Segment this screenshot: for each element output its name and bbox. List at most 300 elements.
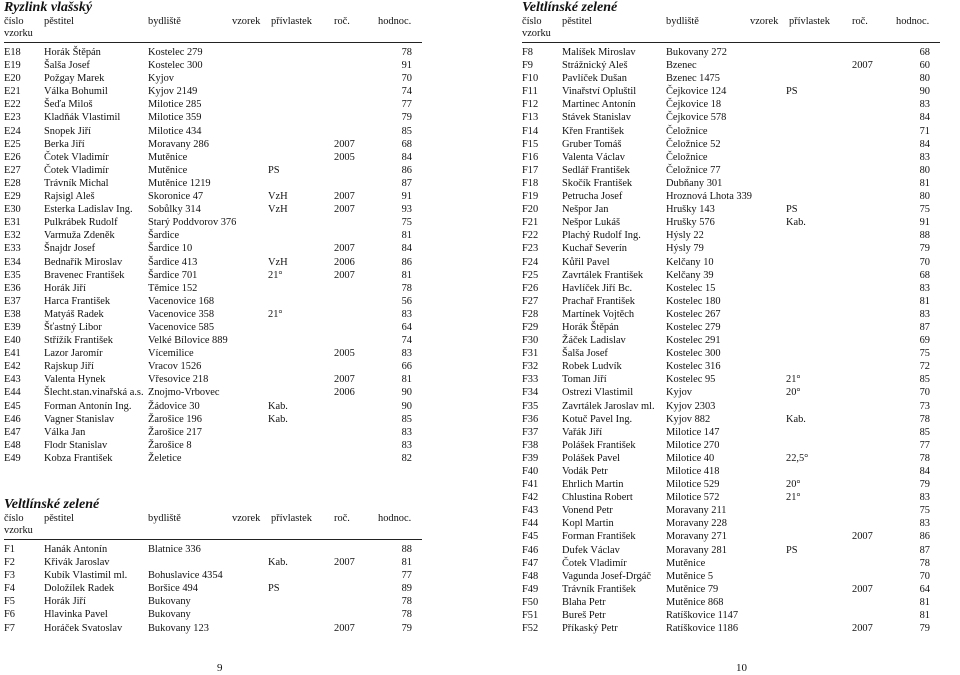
table-row	[4, 582, 422, 595]
score: 64	[919, 583, 930, 595]
sample-number: F30	[522, 335, 539, 347]
grower-name: Plachý Rudolf Ing.	[562, 230, 641, 242]
grower-name: Blaha Petr	[562, 596, 606, 608]
score: 83	[919, 151, 930, 163]
header-residence: bydliště	[148, 16, 181, 27]
section-title: Veltlínské zelené	[4, 497, 100, 512]
table-row	[522, 544, 940, 557]
residence: Žarošice 196	[148, 413, 202, 425]
page-number: 9	[217, 662, 223, 674]
residence: Čeložnice 77	[666, 164, 721, 176]
vintage-year: 2005	[334, 151, 355, 163]
residence: Kelčany 39	[666, 269, 714, 281]
grower-name: Horák Štěpán	[44, 47, 101, 58]
table-row	[522, 465, 940, 478]
vintage-year: 2007	[852, 583, 873, 595]
score: 70	[401, 73, 412, 85]
grower-name: Kubík Vlastimil ml.	[44, 570, 128, 582]
grower-name: Rajskup Jiří	[44, 361, 94, 373]
grower-name: Martínek Vojtěch	[562, 308, 635, 320]
header-sample: vzorek	[232, 513, 261, 524]
sample-number: E38	[4, 308, 21, 320]
table-row	[522, 216, 940, 229]
score: 81	[919, 596, 930, 608]
right-page	[522, 0, 940, 635]
table-row	[522, 347, 940, 360]
grower-name: Doložílek Radek	[44, 583, 115, 595]
attribute: 21°	[268, 269, 283, 281]
header-grower: pěstitel	[44, 513, 75, 524]
grower-name: Šťastný Libor	[44, 321, 102, 333]
residence: Těmice 152	[148, 282, 198, 294]
score: 88	[401, 544, 412, 555]
attribute: 20°	[786, 479, 801, 491]
residence: Bukovany 272	[666, 47, 727, 58]
score: 66	[401, 361, 412, 373]
residence: Vřesovice 218	[148, 374, 209, 386]
vintage-year: 2007	[334, 138, 355, 150]
score: 83	[401, 348, 412, 360]
sample-number: F16	[522, 151, 539, 163]
score: 77	[919, 439, 930, 451]
score: 89	[401, 583, 412, 595]
sample-number: E37	[4, 295, 21, 307]
header-note: přívlastek	[789, 16, 830, 27]
attribute: Kab.	[786, 217, 806, 229]
attribute: PS	[268, 583, 280, 595]
table-row	[4, 177, 422, 190]
score: 69	[919, 335, 930, 347]
score: 81	[401, 557, 412, 569]
table-row	[4, 543, 422, 556]
residence: Starý Poddvorov 376	[148, 217, 237, 229]
sample-number: E42	[4, 361, 21, 373]
score: 83	[919, 308, 930, 320]
sample-number: E45	[4, 400, 21, 412]
score: 68	[919, 269, 930, 281]
table-row	[4, 452, 422, 465]
residence: Kostelec 267	[666, 308, 721, 320]
table-row	[4, 46, 422, 59]
score: 88	[919, 230, 930, 242]
residence: Blatnice 336	[148, 544, 201, 555]
score: 79	[919, 479, 930, 491]
table-row	[4, 321, 422, 334]
table-row	[4, 164, 422, 177]
table-row	[522, 295, 940, 308]
table-row	[4, 426, 422, 439]
section-title: Veltlínské zelené	[522, 0, 618, 15]
sample-number: F41	[522, 479, 539, 491]
residence: Mutěnice 5	[666, 570, 714, 582]
grower-name: Střížík František	[44, 335, 113, 347]
score: 73	[919, 400, 930, 412]
sample-number: F5	[4, 596, 15, 608]
score: 84	[401, 151, 412, 163]
attribute: Kab.	[268, 400, 288, 412]
score: 81	[919, 295, 930, 307]
attribute: 21°	[786, 492, 801, 504]
grower-name: Kobza František	[44, 452, 113, 464]
score: 91	[919, 217, 930, 229]
grower-name: Vagunda Josef-Drgáč	[562, 570, 651, 582]
header-residence: bydliště	[666, 16, 699, 27]
grower-name: Válka Bohumil	[44, 86, 108, 98]
table-body	[522, 46, 940, 635]
header-rule	[4, 42, 422, 43]
residence: Vacenovice 585	[148, 321, 215, 333]
residence: Mutěnice 79	[666, 583, 719, 595]
score: 78	[401, 282, 412, 294]
vintage-year: 2007	[334, 622, 355, 634]
sample-number: F20	[522, 204, 539, 216]
table-header	[4, 512, 422, 525]
grower-name: Zavrtálek František	[562, 269, 644, 281]
sample-number: F8	[522, 47, 533, 58]
grower-name: Hanák Antonín	[44, 544, 108, 555]
sample-number: F27	[522, 295, 539, 307]
page-number: 10	[736, 662, 747, 674]
grower-name: Matyáš Radek	[44, 308, 104, 320]
vintage-year: 2007	[334, 204, 355, 216]
grower-name: Valenta Hynek	[44, 374, 106, 386]
residence: Mutěnice	[666, 557, 706, 569]
table-row	[522, 491, 940, 504]
residence: Mutěnice	[148, 151, 188, 163]
score: 78	[401, 596, 412, 608]
sample-number: F14	[522, 125, 539, 137]
grower-name: Hlavinka Pavel	[44, 609, 108, 621]
sample-number: F29	[522, 321, 539, 333]
table-row	[522, 360, 940, 373]
score: 78	[401, 609, 412, 621]
score: 70	[919, 256, 930, 268]
sample-number: F11	[522, 86, 538, 98]
table-row	[522, 386, 940, 399]
score: 87	[919, 544, 930, 556]
score: 68	[919, 47, 930, 58]
table-row	[4, 608, 422, 621]
sample-number: F31	[522, 348, 539, 360]
table-row	[4, 413, 422, 426]
grower-name: Lazor Jaromír	[44, 348, 103, 360]
table-row	[522, 98, 940, 111]
vintage-year: 2006	[334, 387, 355, 399]
attribute: PS	[786, 204, 798, 216]
header-num: číslo	[4, 513, 24, 524]
grower-name: Žáček Ladislav	[562, 335, 626, 347]
sample-number: F25	[522, 269, 539, 281]
sample-number: E23	[4, 112, 21, 124]
residence: Milotice 40	[666, 452, 715, 464]
grower-name: Petrucha Josef	[562, 191, 623, 203]
grower-name: Forman František	[562, 531, 636, 543]
table-row	[522, 282, 940, 295]
residence: Kyjov 2149	[148, 86, 198, 98]
residence: Šardice	[148, 230, 180, 242]
table-row	[4, 622, 422, 635]
residence: Vícemilice	[148, 348, 194, 360]
grower-name: Prachař František	[562, 295, 635, 307]
table-header	[4, 15, 422, 28]
score: 84	[919, 138, 930, 150]
sample-number: F39	[522, 452, 539, 464]
grower-name: Šeďa Miloš	[44, 99, 93, 111]
table-row	[4, 386, 422, 399]
grower-name: Bravenec František	[44, 269, 125, 281]
score: 82	[401, 452, 412, 464]
residence: Kostelec 279	[148, 47, 203, 58]
sample-number: E35	[4, 269, 21, 281]
attribute: Kab.	[786, 413, 806, 425]
sample-number: E30	[4, 204, 21, 216]
vintage-year: 2007	[334, 374, 355, 386]
residence: Milotice 270	[666, 439, 720, 451]
score: 70	[919, 387, 930, 399]
residence: Čejkovice 578	[666, 112, 727, 124]
grower-name: Forman Antonín Ing.	[44, 400, 132, 412]
score: 75	[919, 204, 930, 216]
header-num: číslo	[4, 16, 24, 27]
residence: Dubňany 301	[666, 177, 723, 189]
vintage-year: 2005	[334, 348, 355, 360]
attribute: VzH	[268, 204, 288, 216]
table-row	[4, 334, 422, 347]
residence: Čeložnice 52	[666, 138, 721, 150]
table-row	[522, 504, 940, 517]
score: 90	[401, 400, 412, 412]
table-row	[522, 530, 940, 543]
residence: Bzenec	[666, 60, 697, 72]
sample-number: F21	[522, 217, 539, 229]
residence: Kostelec 15	[666, 282, 716, 294]
table-row	[522, 583, 940, 596]
score: 81	[919, 177, 930, 189]
score: 87	[919, 321, 930, 333]
sample-number: F9	[522, 60, 533, 72]
grower-name: Bureš Petr	[562, 610, 606, 622]
table-row	[4, 256, 422, 269]
table-row	[4, 242, 422, 255]
grower-name: Příkaský Petr	[562, 623, 618, 635]
grower-name: Křivák Jaroslav	[44, 557, 110, 569]
grower-name: Vodák Petr	[562, 466, 608, 477]
sample-number: F35	[522, 400, 539, 412]
score: 64	[401, 321, 412, 333]
table-row	[4, 439, 422, 452]
sample-number: F49	[522, 583, 539, 595]
sample-number: E44	[4, 387, 21, 399]
grower-name: Polášek Pavel	[562, 452, 621, 464]
sample-number: F10	[522, 73, 539, 85]
grower-name: Harca František	[44, 295, 111, 307]
score: 84	[919, 112, 930, 124]
grower-name: Polášek František	[562, 439, 636, 451]
sample-number: E21	[4, 86, 21, 98]
table-row	[4, 373, 422, 386]
residence: Mutěnice	[148, 164, 188, 176]
score: 93	[401, 204, 412, 216]
grower-name: Nešpor Jan	[562, 204, 609, 216]
score: 91	[401, 191, 412, 203]
table-row	[522, 622, 940, 635]
residence: Ratíškovice 1147	[666, 610, 739, 622]
residence: Bukovany	[148, 609, 191, 621]
residence: Vacenovice 358	[148, 308, 215, 320]
grower-name: Pulkrábek Rudolf	[44, 217, 118, 229]
residence: Milotice 572	[666, 492, 720, 504]
residence: Milotice 434	[148, 125, 202, 137]
score: 84	[401, 243, 412, 255]
sample-number: E25	[4, 138, 21, 150]
grower-name: Nešpor Lukáš	[562, 217, 621, 229]
sample-number: F18	[522, 177, 539, 189]
score: 72	[919, 361, 930, 373]
grower-name: Kotuč Pavel Ing.	[562, 413, 633, 425]
vintage-year: 2007	[852, 623, 873, 635]
table-row	[4, 138, 422, 151]
sample-number: F24	[522, 256, 539, 268]
residence: Velké Bílovice 889	[148, 335, 228, 347]
header-residence: bydliště	[148, 513, 181, 524]
residence: Skoronice 47	[148, 191, 204, 203]
score: 86	[919, 531, 930, 543]
sample-number: F19	[522, 191, 539, 203]
grower-name: Kladňák Vlastimil	[44, 112, 121, 124]
score: 81	[401, 230, 412, 242]
residence: Boršice 494	[148, 583, 198, 595]
header-rule	[4, 539, 422, 540]
grower-name: Robek Ludvík	[562, 361, 622, 373]
table-row	[522, 190, 940, 203]
sample-number: E24	[4, 125, 21, 137]
residence: Moravany 271	[666, 531, 727, 543]
score: 79	[401, 112, 412, 124]
sample-number: F13	[522, 112, 539, 124]
table-row	[522, 308, 940, 321]
grower-name: Šalša Josef	[44, 60, 90, 72]
attribute: VzH	[268, 256, 288, 268]
residence: Moravany 228	[666, 518, 727, 530]
table-row	[4, 308, 422, 321]
header-grower: pěstitel	[562, 16, 593, 27]
score: 85	[919, 426, 930, 438]
score: 75	[919, 505, 930, 517]
sample-number: F7	[4, 622, 15, 634]
sample-number: F3	[4, 570, 15, 582]
header-grower: pěstitel	[44, 16, 75, 27]
table-row	[522, 596, 940, 609]
residence: Milotice 147	[666, 426, 720, 438]
sample-number: F22	[522, 230, 539, 242]
table-row	[522, 609, 940, 622]
grower-name: Sedlář František	[562, 164, 630, 176]
table-row	[4, 203, 422, 216]
score: 83	[919, 518, 930, 530]
table-row	[4, 347, 422, 360]
table-row	[522, 570, 940, 583]
sample-number: F52	[522, 623, 539, 635]
header-note: přívlastek	[271, 513, 312, 524]
table-row	[522, 203, 940, 216]
table-row	[522, 557, 940, 570]
table-row	[4, 190, 422, 203]
residence: Moravany 211	[666, 505, 727, 517]
sample-number: E39	[4, 321, 21, 333]
score: 85	[919, 374, 930, 386]
sample-number: E18	[4, 47, 21, 58]
grower-name: Ostrezi Vlastimil	[562, 387, 634, 399]
residence: Čeložnice	[666, 151, 708, 163]
residence: Moravany 286	[148, 138, 209, 150]
sample-number: E28	[4, 177, 21, 189]
sample-number: F50	[522, 596, 539, 608]
score: 83	[401, 308, 412, 320]
sample-number: E48	[4, 439, 21, 451]
attribute: 22,5°	[786, 452, 809, 464]
residence: Vacenovice 168	[148, 295, 215, 307]
score: 91	[401, 60, 412, 72]
section-gap	[4, 465, 422, 495]
grower-name: Vagner Stanislav	[44, 413, 115, 425]
grower-name: Vonend Petr	[562, 505, 613, 517]
residence: Čeložnice	[666, 125, 708, 137]
table-row	[4, 59, 422, 72]
attribute: 21°	[268, 308, 283, 320]
score: 71	[919, 125, 930, 137]
sample-number: F36	[522, 413, 539, 425]
sample-number: F4	[4, 583, 15, 595]
sample-number: E29	[4, 191, 21, 203]
table-row	[522, 46, 940, 59]
sample-number: F44	[522, 518, 539, 530]
grower-name: Šalša Josef	[562, 348, 608, 360]
sample-number: E36	[4, 282, 21, 294]
grower-name: Dufek Václav	[562, 544, 620, 556]
grower-name: Toman Jiří	[562, 374, 607, 386]
score: 77	[401, 570, 412, 582]
table-row	[522, 517, 940, 530]
residence: Šardice 413	[148, 256, 198, 268]
table-row	[4, 360, 422, 373]
residence: Kyjov	[148, 73, 174, 85]
residence: Čejkovice 18	[666, 99, 722, 111]
score: 86	[401, 256, 412, 268]
table-row	[522, 452, 940, 465]
table-row	[522, 256, 940, 269]
sample-number: E34	[4, 256, 21, 268]
vintage-year: 2006	[334, 256, 355, 268]
sample-number: F43	[522, 505, 539, 517]
sample-number: E19	[4, 60, 21, 72]
grower-name: Vinařství Opluštil	[562, 86, 637, 98]
residence: Kyjov 882	[666, 413, 711, 425]
grower-name: Skočík František	[562, 177, 633, 189]
residence: Želetice	[148, 452, 182, 464]
residence: Bukovany	[148, 596, 191, 608]
header-rule	[522, 42, 940, 43]
header-sample: vzorek	[232, 16, 261, 27]
sample-number: F51	[522, 610, 539, 622]
header-year: roč.	[852, 16, 868, 27]
table-row	[522, 59, 940, 72]
grower-name: Ehrlich Martin	[562, 479, 624, 491]
score: 79	[919, 243, 930, 255]
table-row	[4, 229, 422, 242]
grower-name: Vařák Jiří	[562, 426, 603, 438]
residence: Hroznová Lhota 339	[666, 191, 752, 203]
score: 75	[401, 217, 412, 229]
